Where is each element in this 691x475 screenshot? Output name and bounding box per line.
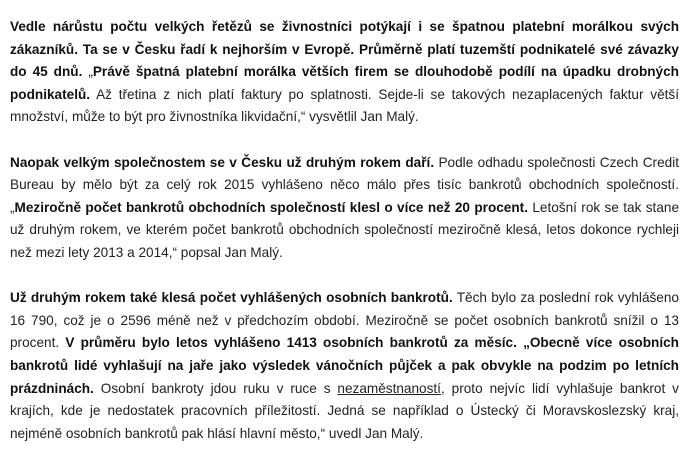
quote-bold: Meziročně počet bankrotů obchodních společností klesl o více než 20 procent. — [14, 199, 528, 215]
paragraph-text: Těch bylo za poslední rok vyhlášeno 16 790, což je o 2596 méně než v předchozím období. Meziročně se počet osobních bankrotů snížil o 13 procent. — [10, 290, 679, 351]
paragraph-text: Letošní rok se tak stane už druhým rokem, ve kterém počet bankrotů obchodních společností meziročně klesá, letos dokonce rychleji než mezi lety 2013 a 2014,“ popsal Jan Malý. — [10, 199, 680, 260]
paragraph-lead-bold: Vedle nárůstu počtu velkých řetězů se živnostníci potýkají i se špatnou platební morálkou svých zákazníků. Ta se v Česku řadí k nejhorším v Evropě. Průměrně platí tuzemští podnikatelé své závazky do 45 dnů. — [10, 19, 679, 80]
paragraph-text: Osobní bankroty jdou ruku v ruce s — [93, 380, 338, 396]
paragraph-lead-bold: Už druhým rokem také klesá počet vyhlášených osobních bankrotů. — [10, 290, 453, 306]
paragraph-lead-bold: Naopak velkým společnostem se v Česku už druhým rokem daří. — [10, 154, 435, 170]
paragraph-personal-bankruptcies — [10, 287, 679, 445]
quote-bold: V průměru bylo letos vyhlášeno 1413 osobních bankrotů za měsíc. „Obecně více osobních bankrotů lidé vyhlašují na jaře jako výsledek vánočních půjček a pak obvykle na podzim po letních prázdninách. — [10, 335, 679, 396]
paragraph-text: Podle odhadu společnosti Czech Credit Bureau by mělo být za celý rok 2015 vyhlášeno něco málo přes tisíc bankrotů obchodních společností. „ — [10, 154, 679, 215]
paragraph-text: , proto nejvíc lidí vyhlašuje bankrot v krajích, kde je nedostatek pracovních příležitostí. Jedná se například o Ústecký či Moravskoslezský kraj, nejméně osobních bankrotů pak hlásí hlavní město,“ uvedl Jan Malý. — [10, 380, 679, 441]
unemployment-link[interactable]: nezaměstnaností — [337, 380, 441, 396]
paragraph-company-bankruptcies — [10, 152, 679, 265]
paragraph-payment-morality — [10, 16, 679, 129]
quote-bold: Právě špatná platební morálka větších firem se dlouhodobě podílí na úpadku drobných podnikatelů. — [10, 64, 679, 102]
paragraph-text: „ — [82, 64, 93, 80]
paragraph-text: Až třetina z nich platí faktury po splatnosti. Sejde-li se takových nezaplacených faktur větší množství, může to být pro živnostníka likvidační,“ vysvětlil Jan Malý. — [10, 86, 679, 125]
